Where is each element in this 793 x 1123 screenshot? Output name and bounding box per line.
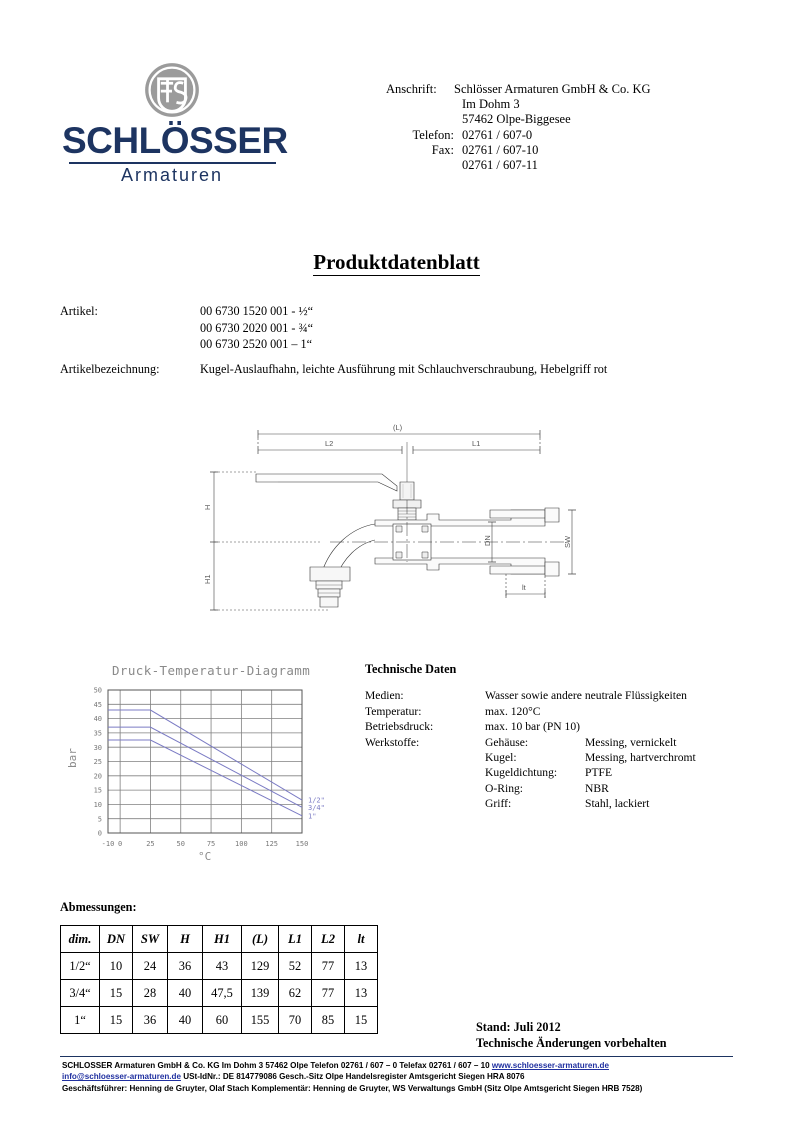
contact-city: 57462 Olpe-Biggesee: [462, 112, 571, 127]
chart-y-tick-label: 35: [93, 729, 102, 738]
cell-h: 40: [168, 980, 203, 1007]
cell-h1: 43: [203, 953, 242, 980]
table-header-row: [61, 926, 378, 953]
cell-h: 36: [168, 953, 203, 980]
dim-label-l1: L1: [472, 439, 481, 448]
chart-x-tick-label: 100: [235, 840, 248, 848]
dim-label-h: H: [203, 504, 212, 510]
footer-line-1: [62, 1060, 742, 1071]
artikel-number: 00 6730 1520 001 - ½“: [200, 304, 314, 318]
chart-x-tick-label: 25: [146, 840, 155, 848]
contact-fax-line: [386, 143, 651, 158]
chart-y-tick-label: 10: [93, 801, 102, 809]
chart-y-tick-label: 50: [93, 686, 102, 695]
chart-series-line: [108, 710, 302, 800]
chart-y-tick-label: 25: [93, 758, 102, 767]
tech-row-werkstoffe-griff: [365, 796, 696, 811]
werkstoff-value: Stahl, lackiert: [585, 797, 650, 811]
cell-dim: 3/4“: [61, 980, 100, 1007]
artikelbezeichnung-value: Kugel-Auslaufhahn, leichte Ausführung mit Schlauchverschraubung, Hebelgriff rot: [200, 362, 608, 376]
chart-legend-label: 1": [308, 812, 317, 821]
cell-dn: 10: [100, 953, 133, 980]
footer-email-link[interactable]: info@schloesser-armaturen.de: [62, 1072, 181, 1082]
logo-wordmark: SCHLÖSSER: [62, 120, 288, 161]
footer-website-link[interactable]: www.schloesser-armaturen.de: [491, 1061, 609, 1070]
cell-lt: 13: [345, 980, 378, 1007]
dim-label-lt: lt: [522, 583, 526, 592]
artikel-section: [60, 303, 313, 353]
werkstoff-key: Kugeldichtung:: [485, 766, 558, 780]
werkstoff-key: Griff:: [485, 797, 512, 811]
tech-value: max. 120°C: [485, 704, 541, 718]
chart-x-tick-label: -10: [101, 840, 115, 848]
table-row: [61, 980, 378, 1007]
cell-sw: 28: [133, 980, 168, 1007]
col-header-dn: DN: [100, 926, 133, 953]
cell-dn: 15: [100, 980, 133, 1007]
pressure-temperature-chart: [60, 660, 360, 890]
col-header-l2: L2: [312, 926, 345, 953]
cell-l: 139: [242, 980, 279, 1007]
artikel-number: 00 6730 2520 001 – 1“: [200, 337, 313, 351]
cell-dn: 15: [100, 1007, 133, 1034]
dim-label-h1: H1: [203, 574, 212, 584]
tech-row-temperatur: [365, 704, 696, 719]
chart-y-axis-label: bar: [66, 748, 79, 768]
revision-note: [476, 1019, 667, 1051]
werkstoff-value: Messing, hartverchromt: [585, 751, 696, 765]
chart-y-tick-label: 20: [93, 772, 102, 781]
cell-l2: 77: [312, 953, 345, 980]
col-header-dim: dim.: [61, 926, 100, 953]
js-monogram-shield-icon: [144, 62, 200, 118]
cell-lt: 13: [345, 953, 378, 980]
chart-y-tick-label: 0: [97, 829, 102, 838]
contact-telefon-label: Telefon:: [412, 127, 454, 142]
cell-l1: 52: [279, 953, 312, 980]
dim-label-l-total: (L): [393, 423, 403, 432]
dim-label-sw: SW: [563, 535, 572, 548]
cell-l1: 62: [279, 980, 312, 1007]
page-footer: [62, 1060, 742, 1094]
tech-row-werkstoffe-gehaeuse: [365, 735, 696, 750]
contact-city-line: [386, 112, 651, 127]
chart-x-tick-label: 0: [118, 840, 123, 848]
artikelbezeichnung-label: Artikelbezeichnung:: [60, 362, 160, 376]
werkstoff-key: O-Ring:: [485, 781, 524, 795]
werkstoff-value: Messing, vernickelt: [585, 735, 677, 749]
dim-label-l2: L2: [325, 439, 334, 448]
contact-fax-value: 02761 / 607-10: [462, 142, 539, 157]
footer-tax-text: USt-IdNr.: DE 814779086 Gesch.-Sitz Olpe Handelsregister Amtsgericht Siegen HRA 8076: [181, 1072, 525, 1082]
abmessungen-heading: Abmessungen:: [60, 900, 137, 914]
tech-key: Temperatur:: [365, 704, 422, 718]
chart-y-tick-label: 15: [93, 786, 102, 795]
tech-row-werkstoffe-kugeldichtung: [365, 765, 696, 780]
tech-key-werkstoffe: Werkstoffe:: [365, 735, 420, 749]
contact-address-line: [386, 82, 651, 97]
cell-l2: 77: [312, 980, 345, 1007]
footer-divider: [60, 1056, 733, 1057]
werkstoff-key: Kugel:: [485, 751, 517, 765]
cell-dim: 1“: [61, 1007, 100, 1034]
werkstoff-value: NBR: [585, 781, 609, 795]
table-row: [61, 1007, 378, 1034]
contact-street: Im Dohm 3: [462, 97, 520, 112]
cell-sw: 36: [133, 1007, 168, 1034]
artikel-label: Artikel:: [60, 304, 98, 318]
table-row: [61, 953, 378, 980]
cell-h: 40: [168, 1007, 203, 1034]
col-header-sw: SW: [133, 926, 168, 953]
cell-dim: 1/2“: [61, 953, 100, 980]
footer-line-2: [62, 1071, 742, 1082]
cell-sw: 24: [133, 953, 168, 980]
chart-x-axis-label: °C: [198, 850, 212, 863]
cell-l2: 85: [312, 1007, 345, 1034]
technical-data-section: [365, 662, 696, 812]
cell-l1: 70: [279, 1007, 312, 1034]
chart-x-tick-label: 50: [176, 840, 185, 848]
footer-legal-text: SCHLOSSER Armaturen GmbH & Co. KG Im Dohm 3 57462 Olpe Telefon 02761 / 607 – 0 Telefax 02761 / 607 – 10: [62, 1061, 492, 1070]
col-header-lt: lt: [345, 926, 378, 953]
chart-legend-label: 1/2": [308, 796, 325, 805]
chart-y-tick-label: 5: [97, 815, 102, 824]
tech-key: Betriebsdruck:: [365, 720, 434, 734]
cell-l: 155: [242, 1007, 279, 1034]
col-header-h1: H1: [203, 926, 242, 953]
cell-l: 129: [242, 953, 279, 980]
page-title: [0, 250, 793, 275]
contact-company: Schlösser Armaturen GmbH & Co. KG: [454, 82, 651, 96]
chart-x-tick-label: 75: [206, 840, 216, 848]
tech-row-betriebsdruck: [365, 719, 696, 734]
werkstoff-key: Gehäuse:: [485, 735, 529, 749]
artikel-number-list: [200, 303, 313, 353]
tech-row-werkstoffe-oring: [365, 781, 696, 796]
company-logo: [62, 62, 288, 186]
col-header-l: (L): [242, 926, 279, 953]
logo-subtitle: Armaturen: [120, 165, 224, 185]
dim-label-dn: DN: [483, 535, 492, 546]
technical-data-heading: Technische Daten: [365, 662, 457, 676]
cell-h1: 47,5: [203, 980, 242, 1007]
page-title-text: Produktdatenblatt: [313, 250, 480, 274]
valve-drawing-svg: [200, 412, 600, 637]
col-header-h: H: [168, 926, 203, 953]
cell-h1: 60: [203, 1007, 242, 1034]
col-header-l1: L1: [279, 926, 312, 953]
page-header: [0, 0, 793, 200]
chart-y-tick-label: 30: [93, 743, 102, 752]
contact-fax2-value: 02761 / 607-11: [462, 158, 538, 173]
tech-key: Medien:: [365, 689, 404, 703]
contact-anschrift-label: Anschrift:: [386, 82, 437, 96]
chart-y-tick-label: 40: [93, 715, 102, 724]
chart-svg: [60, 660, 360, 890]
chart-x-tick-label: 150: [295, 840, 309, 848]
chart-title: Druck-Temperatur-Diagramm: [112, 663, 311, 678]
revision-date: Stand: Juli 2012: [476, 1020, 561, 1034]
tech-row-medien: [365, 688, 696, 703]
cell-lt: 15: [345, 1007, 378, 1034]
artikelbezeichnung-section: [60, 362, 607, 377]
werkstoff-value: PTFE: [585, 766, 613, 780]
contact-block: [386, 82, 651, 173]
dimensions-table: [60, 925, 378, 1034]
revision-disclaimer: Technische Änderungen vorbehalten: [476, 1036, 667, 1050]
logo-divider: [69, 162, 276, 164]
chart-legend-label: 3/4": [308, 803, 325, 812]
artikel-number: 00 6730 2020 001 - ¾“: [200, 320, 314, 335]
tech-row-werkstoffe-kugel: [365, 750, 696, 765]
footer-line-3: Geschäftsführer: Henning de Gruyter, Olaf Stach Komplementär: Henning de Gruyter, WS Verwaltungs GmbH (Sitz Olpe Amtsgericht Siegen HRB 7528): [62, 1083, 643, 1093]
contact-street-line: [386, 97, 651, 112]
contact-telefon-line: [386, 128, 651, 143]
contact-fax2-line: [386, 158, 651, 173]
contact-fax-label: Fax:: [431, 142, 454, 157]
product-technical-drawing: [200, 412, 600, 637]
chart-y-tick-label: 45: [93, 700, 102, 709]
contact-telefon-value: 02761 / 607-0: [462, 127, 533, 142]
tech-value: max. 10 bar (PN 10): [485, 720, 580, 734]
chart-x-tick-label: 125: [265, 840, 279, 848]
tech-value: Wasser sowie andere neutrale Flüssigkeiten: [485, 689, 687, 703]
